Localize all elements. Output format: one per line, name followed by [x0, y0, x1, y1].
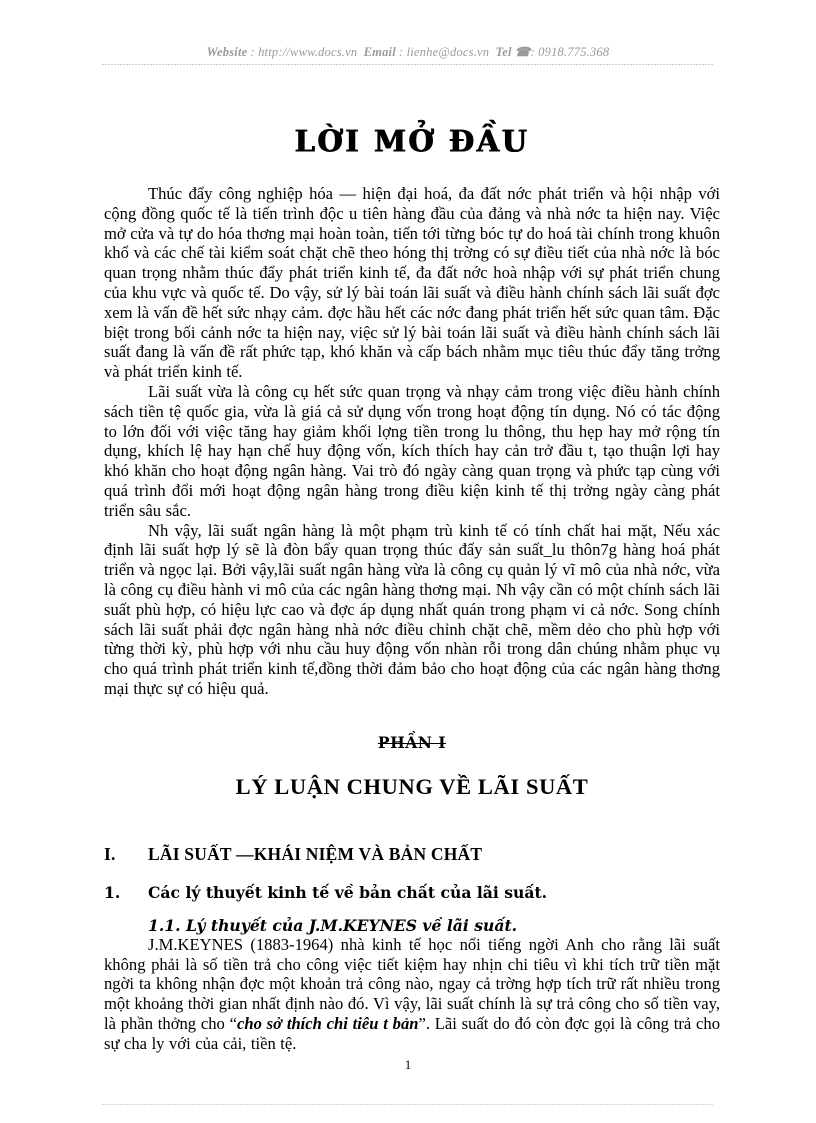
- heading-subsection-1-1: 1.1. Lý thuyết của J.M.KEYNES về lãi suất.: [148, 915, 518, 935]
- heading-subsection-1-number: 1.: [104, 882, 121, 902]
- page-title: LỜI MỞ ĐẦU: [294, 123, 530, 159]
- heading-section-i-text: LÃI SUẤT —KHÁI NIỆM VÀ BẢN CHẤT: [148, 843, 483, 864]
- header-divider: [102, 64, 714, 65]
- heading-subsection-1: [104, 883, 720, 902]
- footer-divider: [102, 1104, 714, 1105]
- paragraph-intro-1: Thúc đẩy công nghiệp hóa — hiện đại hoá, đa đất nớc phát triển và hội nhập với cộng đồng quốc tế là tiến trình độc u tiên hàng đầu của đảng và nhà nớc ta hiện nay. Việc mở cửa và tự do hóa thơng mại hoàn toàn, tiến tới từng bóc tự do hoá tài chính trong khuôn khổ và các chế tài kiểm soát chặt chẽ theo hóng thị trờng có sự điều tiết của nhà nớc là bóc quan trọng nhằm thúc đẩy phát triển kinh tế, đa đất nớc hoà nhập với sự phát triển chung của khu vực và quốc tế. Do vậy, sử lý bài toán lãi suất và điều hành chính sách lãi suất đợc xem là vấn đề hết sức nhạy cảm. đợc hầu hết các nớc đang phát triển hết sức quan tâm. Đặc biệt trong bối cảnh nớc ta hiện nay, việc sử lý bài toán lãi suất và điều hành chính sách lãi suất đang là vấn đề rất phức tạp, khó khăn và cấp bách nhằm mục tiêu thúc đẩy tăng trởng và phát triển kinh tế.: [104, 184, 720, 382]
- part-label: PHẦN I: [377, 732, 447, 752]
- header-tel-label: Tel: [495, 45, 512, 59]
- page-number: 1: [404, 1058, 412, 1072]
- header-contact-line: [0, 44, 816, 60]
- telephone-icon: ☎: [514, 45, 531, 59]
- header-tel-value: : 0918.775.368: [530, 45, 610, 59]
- header-website-label: Website: [206, 45, 248, 59]
- paragraph-keynes: [104, 935, 720, 1054]
- header-email-value: : lienhe@docs.vn: [398, 45, 490, 59]
- heading-section-i: [104, 844, 720, 865]
- heading-subsection-1-text: Các lý thuyết kinh tế về bản chất của lãi suất.: [148, 882, 548, 902]
- paragraph-intro-2: Lãi suất vừa là công cụ hết sức quan trọng và nhạy cảm trong việc điều hành chính sách tiền tệ quốc gia, vừa là giá cả sử dụng vốn trong hoạt động tín dụng. Nó có tác động to lớn đối với việc tăng hay giảm khối lợng tiền trong lu thông, thu hẹp hay mở rộng tín dụng, khích lệ hay hạn chế huy động vốn, kích thích hay cản trở đầu t, tạo thuận lợi hay khó khăn cho hoạt động ngân hàng. Vai trò đó ngày càng quan trọng và phức tạp cùng với quá trình đổi mới hoạt động ngân hàng trong điều kiện kinh tế thị trởng ngày càng phát triển sâu sắc.: [104, 381, 720, 520]
- part-title: LÝ LUẬN CHUNG VỀ LÃI SUẤT: [235, 773, 589, 799]
- heading-section-i-number: I.: [104, 843, 116, 864]
- paragraph-keynes-part1: J.M.KEYNES (1883-1964) nhà kinh tế học nổi tiếng ngời Anh cho rằng lãi suất không phải là số tiền trả cho công việc tiết kiệm hay nhịn chi tiêu vì khi tích trữ tiền mặt ngời ta không nhận đợc một khoản trả công nào, ngay cả trờng hợp tích trữ rất nhiều trong một khoảng thời gian nhất định nào đó. Vì vậy, lãi suất chính là sự trả công cho số tiền vay, là phần thởng cho “: [104, 934, 720, 1033]
- paragraph-keynes-part2: ”. Lãi suất do đó còn đợc gọi là công trả cho sự cha ly với của cải, tiền tệ.: [104, 1013, 720, 1053]
- page-header: [0, 44, 816, 65]
- header-website-value: : http://www.docs.vn: [250, 45, 358, 59]
- header-email-label: Email: [363, 45, 396, 59]
- paragraph-intro-3: Nh vậy, lãi suất ngân hàng là một phạm trù kinh tế có tính chất hai mặt, Nếu xác định lãi suất hợp lý sẽ là đòn bẩy quan trọng thúc đẩy sản suất_lu thôn7g hàng hoá phát triển và ngọc lại. Bởi vậy,lãi suất ngân hàng vừa là công cụ quản lý vĩ mô của nhà nớc, vừa là công cụ điều hành vi mô của các ngân hàng thơng mại. Nh vậy cần có một chính sách lãi suất phù hợp, có hiệu lực cao và đợc áp dụng nhất quán trong phạm vi cả nớc. Song chính sách lãi suất phải đợc ngân hàng nhà nớc điều chỉnh chặt chẽ, mềm dẻo cho phù hợp với từng thời kỳ, phù hợp với nhu cầu huy động vốn nhàn rỗi trong dân chúng nhằm phục vụ cho quá trình phát triển kinh tế,đồng thời đảm bảo cho hoạt động của các ngân hàng thơng mại thực sự có hiệu quả.: [104, 520, 720, 698]
- paragraph-keynes-emphasis: cho sở thích chi tiêu t bản: [237, 1013, 419, 1033]
- document-body: [104, 108, 720, 1054]
